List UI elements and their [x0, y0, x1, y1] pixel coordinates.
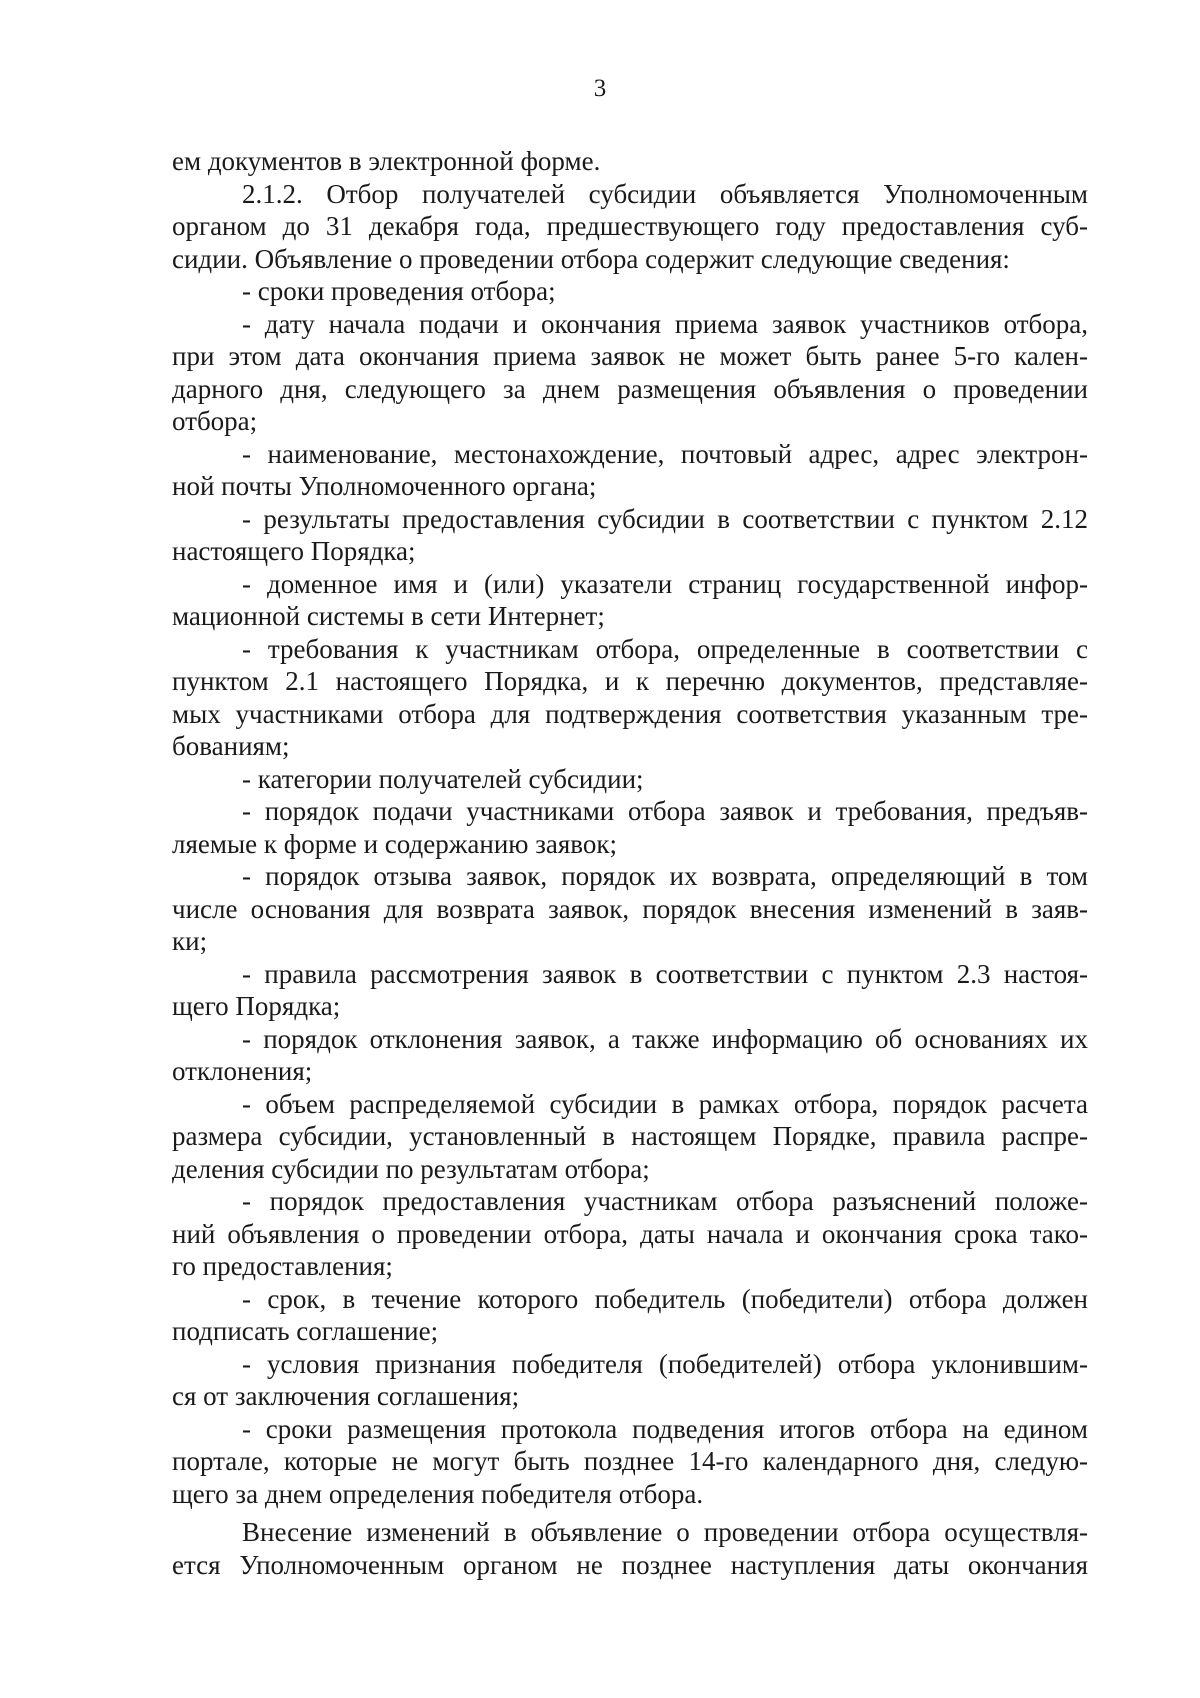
list-item — [172, 275, 1088, 308]
list-item — [172, 1413, 1088, 1511]
text-line: - наименование, местонахождение, почтовый адрес, адрес электрон- — [242, 438, 1088, 469]
text-line: - результаты предоставления субсидии в соответствии с пунктом 2.12 — [242, 503, 1088, 534]
text-line: ляемые к форме и содержанию заявок; — [172, 828, 617, 859]
text-line: - правила рассмотрения заявок в соответствии с пунктом 2.3 настоя- — [242, 958, 1088, 989]
text-line: настоящего Порядка; — [172, 536, 416, 566]
text-line: деления субсидии по результатам отбора; — [172, 1153, 650, 1184]
text-line: - категории получателей субсидии; — [242, 763, 644, 794]
document-body — [172, 145, 1088, 1581]
text-line: мационной системы в сети Интернет; — [172, 601, 605, 631]
text-line: ся от заключения соглашения; — [172, 1381, 520, 1411]
paragraph-amendments — [172, 1516, 1088, 1581]
text-line: органом до 31 декабря года, предшествующего году предоставления суб- — [172, 211, 1088, 241]
text-line: ется Уполномоченным органом не позднее наступления даты окончания — [172, 1549, 1088, 1580]
text-line: Внесение изменений в объявление о проведении отбора осуществля- — [242, 1517, 1088, 1547]
text-line: ки; — [172, 926, 208, 956]
list-item — [172, 1185, 1088, 1283]
text-line: отбора; — [172, 406, 258, 436]
text-line: ний объявления о проведении отбора, даты начала и окончания срока тако- — [172, 1218, 1088, 1249]
text-line: сидии. Объявление о проведении отбора содержит следующие сведения: — [172, 243, 1010, 274]
text-line: подписать соглашение; — [172, 1316, 439, 1346]
text-line: - срок, в течение которого победитель (победители) отбора должен — [242, 1283, 1088, 1314]
list-item — [172, 1283, 1088, 1348]
text-line: го предоставления; — [172, 1251, 393, 1281]
paragraph-section-2-1-2 — [172, 178, 1088, 276]
text-line: мых участниками отбора для подтверждения соответствия указанным тре- — [172, 698, 1088, 729]
text-line: портале, которые не могут быть позднее 14-го календарного дня, следую- — [172, 1446, 1088, 1476]
text-line: ной почты Уполномоченного органа; — [172, 471, 597, 501]
text-line: - порядок отзыва заявок, порядок их возврата, определяющий в том — [242, 861, 1088, 891]
text-line: щего Порядка; — [172, 991, 341, 1021]
list-item — [172, 860, 1088, 958]
text-line: - сроки размещения протокола подведения итогов отбора на едином — [242, 1413, 1088, 1444]
list-item — [172, 763, 1088, 796]
text-line: - требования к участникам отбора, определенные в соответствии с — [242, 633, 1088, 664]
list-item — [172, 1088, 1088, 1186]
list-item — [172, 1348, 1088, 1413]
text-line: ем документов в электронной форме. — [172, 146, 601, 176]
list-item — [172, 308, 1088, 438]
list-item — [172, 503, 1088, 568]
text-line: отклонения; — [172, 1056, 313, 1086]
list-item — [172, 568, 1088, 633]
text-line: бованиям; — [172, 731, 290, 761]
text-line: - доменное имя и (или) указатели страниц государственной инфор- — [242, 568, 1088, 599]
list-item — [172, 1023, 1088, 1088]
text-line: - порядок отклонения заявок, а также информацию об основаниях их — [242, 1023, 1088, 1054]
text-line: при этом дата окончания приема заявок не может быть ранее 5-го кален- — [172, 341, 1088, 371]
text-line: размера субсидии, установленный в настоящем Порядке, правила распре- — [172, 1121, 1088, 1151]
text-line: - дату начала подачи и окончания приема заявок участников отбора, — [242, 308, 1088, 339]
text-line: - порядок предоставления участникам отбора разъяснений положе- — [242, 1186, 1088, 1216]
list-item — [172, 795, 1088, 860]
page-number: 3 — [593, 75, 607, 102]
text-line: - объем распределяемой субсидии в рамках отбора, порядок расчета — [242, 1088, 1088, 1119]
list-item — [172, 438, 1088, 503]
list-item — [172, 633, 1088, 763]
text-line: щего за днем определения победителя отбора. — [172, 1478, 704, 1509]
text-line: числе основания для возврата заявок, порядок внесения изменений в заяв- — [172, 893, 1088, 924]
text-line: - сроки проведения отбора; — [242, 276, 556, 306]
text-line: пунктом 2.1 настоящего Порядка, и к перечню документов, представляе- — [172, 666, 1088, 696]
text-line: - порядок подачи участниками отбора заявок и требования, предъяв- — [242, 796, 1088, 826]
text-line: - условия признания победителя (победителей) отбора уклонившим- — [242, 1348, 1088, 1379]
text-line: дарного дня, следующего за днем размещения объявления о проведении — [172, 373, 1088, 404]
text-line: 2.1.2. Отбор получателей субсидии объявляется Уполномоченным — [242, 178, 1088, 209]
list-item — [172, 958, 1088, 1023]
paragraph — [172, 145, 1088, 178]
